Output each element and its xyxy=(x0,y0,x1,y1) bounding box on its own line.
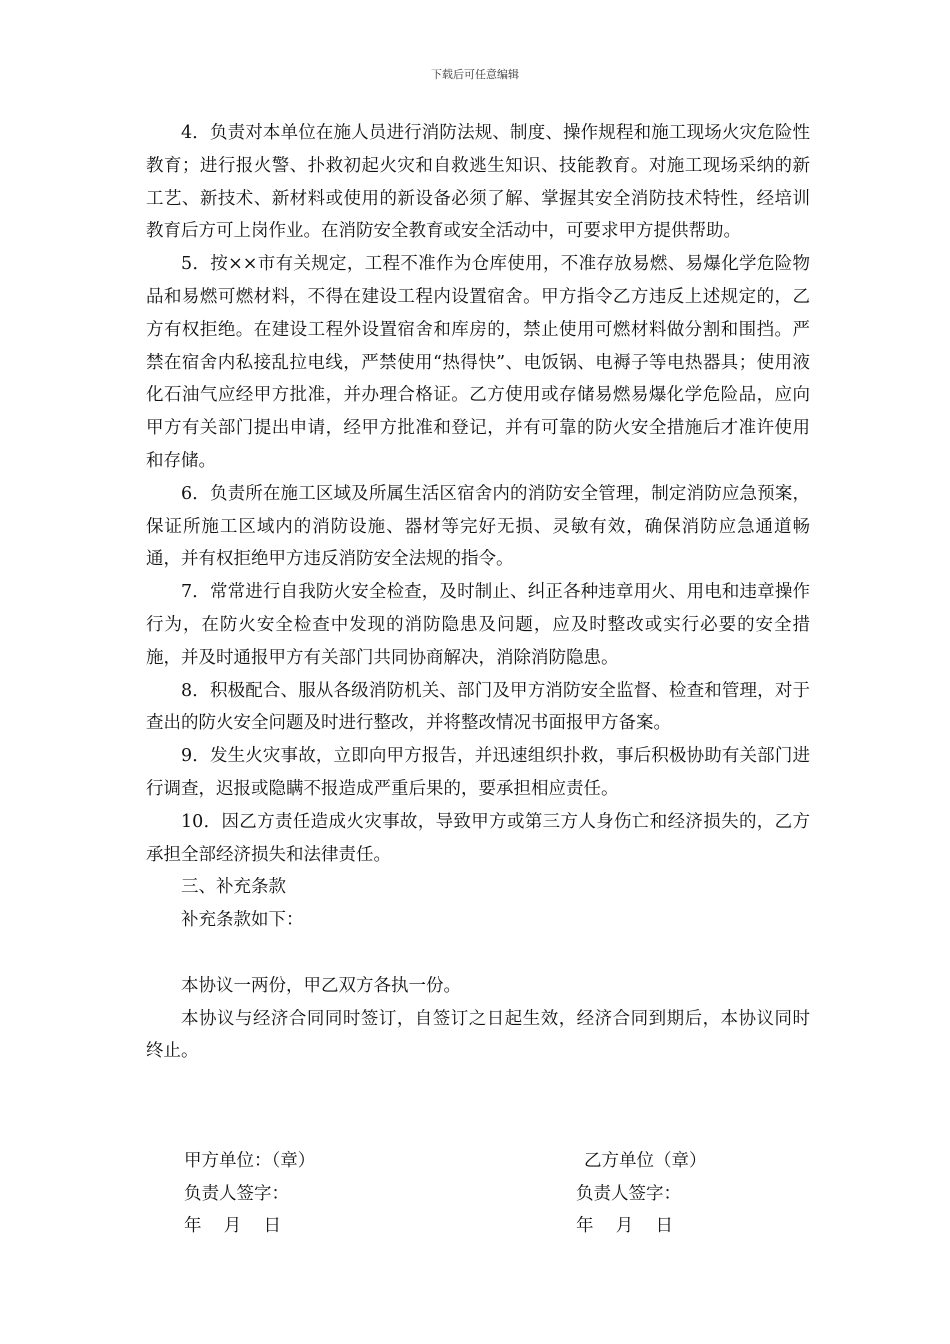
header-note: 下载后可任意编辑 xyxy=(431,68,519,81)
signature-date-row xyxy=(184,1210,810,1243)
clause-10: 10．因乙方责任造成火灾事故，导致甲方或第三方人身伤亡和经济损失的，乙方承担全部经济损失和法律责任。 xyxy=(146,811,810,865)
signature-signer-row xyxy=(184,1178,810,1211)
party-b-date: 年 月 日 xyxy=(576,1216,674,1236)
signature-unit-row xyxy=(184,1145,810,1178)
party-a-date: 年 月 日 xyxy=(184,1216,282,1236)
document-body xyxy=(146,117,810,1068)
clause-9: 9．发生火灾事故，立即向甲方报告，并迅速组织扑救，事后积极协助有关部门进行调查，迟报或隐瞒不报造成严重后果的，要承担相应责任。 xyxy=(146,746,810,799)
party-a-unit: 甲方单位：（章） xyxy=(184,1151,316,1171)
effective-statement: 本协议与经济合同同时签订，自签订之日起生效，经济合同到期后，本协议同时终止。 xyxy=(146,1008,810,1062)
party-b-unit: 乙方单位（章） xyxy=(584,1151,707,1171)
clause-5: 5．按××市有关规定，工程不准作为仓库使用，不准存放易燃、易爆化学危险物品和易燃可燃材料，不得在建设工程内设置宿舍。甲方指令乙方违反上述规定的，乙方有权拒绝。在建设工程外设置宿舍和库房的，禁止使用可燃材料做分割和围挡。严禁在宿舍内私接乱拉电线，严禁使用“热得快”、电饭锅、电褥子等电热器具；使用液化石油气应经甲方批准，并办理合格证。乙方使用或存储易燃易爆化学危险品，应向甲方有关部门提出申请，经甲方批准和登记，并有可靠的防火安全措施后才准许使用和存储。 xyxy=(146,254,810,471)
copies-statement: 本协议一两份，甲乙双方各执一份。 xyxy=(181,975,461,996)
party-a-signer: 负责人签字： xyxy=(184,1183,289,1204)
blank-line xyxy=(146,937,810,970)
signature-block xyxy=(184,1145,810,1243)
section-three-title: 三、补充条款 xyxy=(181,877,286,898)
party-b-signer: 负责人签字： xyxy=(576,1183,681,1204)
clause-4: 4．负责对本单位在施人员进行消防法规、制度、操作规程和施工现场火灾危险性教育；进行报火警、扑救初起火灾和自救逃生知识、技能教育。对施工现场采纳的新工艺、新技术、新材料或使用的新设备必须了解、掌握其安全消防技术特性，经培训教育后方可上岗作业。在消防安全教育或安全活动中，可要求甲方提供帮助。 xyxy=(146,123,810,242)
supplement-intro: 补充条款如下： xyxy=(181,910,304,931)
clause-7: 7．常常进行自我防火安全检查，及时制止、纠正各种违章用火、用电和违章操作行为，在防火安全检查中发现的消防隐患及问题，应及时整改或实行必要的安全措施，并及时通报甲方有关部门共同协商解决，消除消防隐患。 xyxy=(146,582,810,668)
clause-8: 8．积极配合、服从各级消防机关、部门及甲方消防安全监督、检查和管理，对于查出的防火安全问题及时进行整改，并将整改情况书面报甲方备案。 xyxy=(146,680,810,734)
clause-6: 6．负责所在施工区域及所属生活区宿舍内的消防安全管理，制定消防应急预案，保证所施工区域内的消防设施、器材等完好无损、灵敏有效，确保消防应急通道畅通，并有权拒绝甲方违反消防安全法规的指令。 xyxy=(146,483,810,570)
